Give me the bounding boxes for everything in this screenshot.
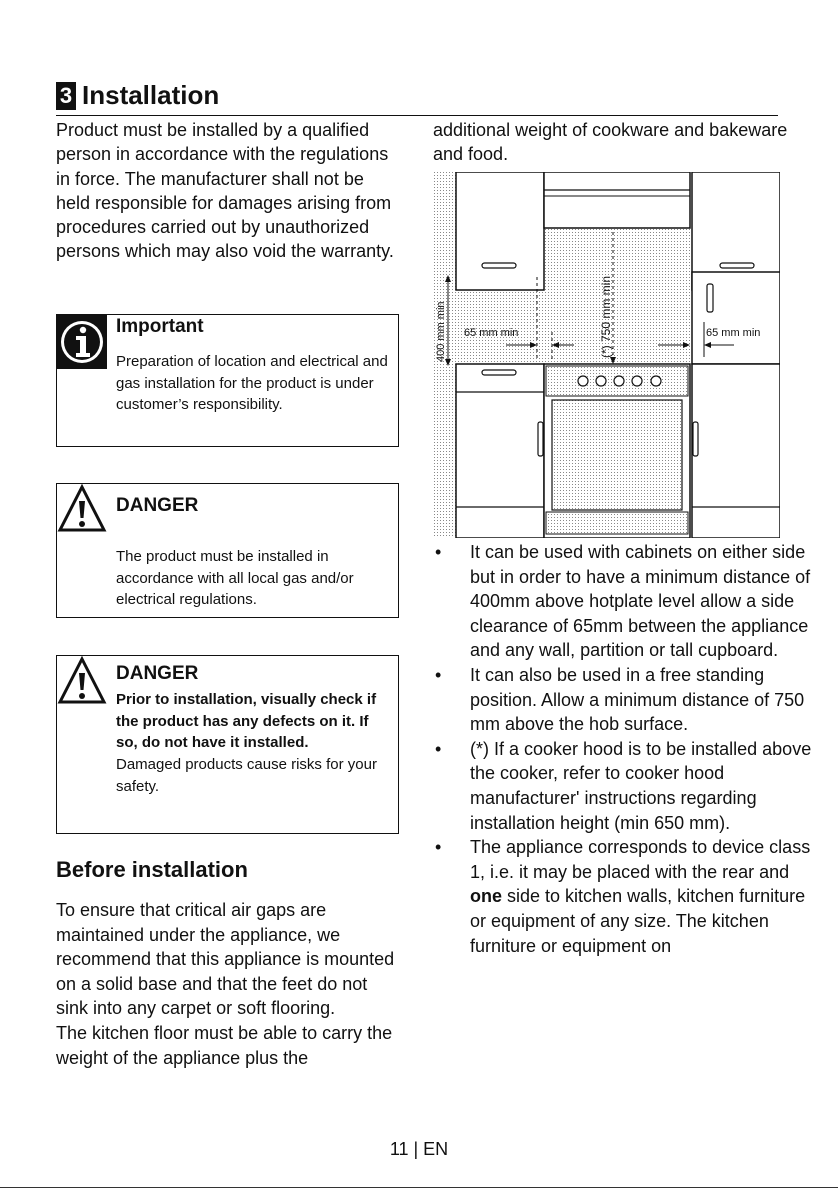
important-body: Preparation of location and electrical and gas installation for the product is under customer’s responsibility. [116,353,388,414]
intro-paragraph: Product must be installed by a qualified person in accordance with the regulations in force. The manufacturer shall not be held responsible for damages arising from procedures carried out by unauthorized persons which may also void the warranty. [56,120,394,262]
danger-box-2 [56,655,399,834]
list-item-text: The appliance corresponds to device class 1, i.e. it may be placed with the rear and [470,837,811,882]
danger-body-1: The product must be installed in accordance with all local gas and/or electrical regulations. [116,548,354,609]
before-installation-para-2: The kitchen floor must be able to carry the weight of the appliance plus the [56,1022,393,1068]
emphasis-text: one [470,886,503,907]
label-65-mm-right: 65 mm min [706,327,761,339]
label-400-mm: 400 mm min [435,301,447,362]
warning-icon [57,484,107,534]
danger-box-1 [56,483,399,618]
danger-bold-text: Prior to installation, visually check if the product has any defects on it. If so, do not have it installed. [116,691,377,752]
important-box [56,314,399,447]
bottom-divider [0,1187,838,1188]
danger-title-2: DANGER [116,663,199,684]
list-item: • It can also be used in a free standing position. Allow a minimum distance of 750 mm above the hob surface. [433,663,813,737]
list-item-text: side to kitchen walls, kitchen furniture or equipment of any size. The kitchen furniture or equipment on [470,886,806,956]
continuation-paragraph: additional weight of cookware and bakeware and food. [433,120,788,165]
page-number: 11 | EN [389,1139,449,1159]
chapter-heading [56,80,219,111]
warning-icon [57,656,107,706]
chapter-number: 3 [56,82,76,110]
label-750-mm: (*) 750 mm min [599,275,613,358]
page-title: Installation [82,80,220,110]
label-65-mm-left: 65 mm min [464,327,519,339]
before-installation-para-1: To ensure that critical air gaps are maintained under the appliance, we recommend that this appliance is mounted on a solid base and that the feet do not sink into any carpet or soft flooring. [56,900,395,1019]
list-item [433,835,813,958]
requirements-list [433,540,813,958]
important-title: Important [116,316,204,337]
installation-diagram [434,172,780,538]
heading-rule [56,115,778,116]
before-installation-text [56,898,401,1070]
list-item: • It can be used with cabinets on either side but in order to have a minimum distance of 400mm above hotplate level allow a side clearance of 65mm between the appliance and any wall, partition or tall cupboard. [433,540,813,663]
info-icon [57,315,107,369]
list-item: • (*) If a cooker hood is to be installed above the cooker, refer to cooker hood manufacturer' instructions regarding installation height (min 650 mm). [433,737,813,835]
section-title: Before installation [56,857,248,882]
danger-title-1: DANGER [116,495,199,516]
danger-body-2: Damaged products cause risks for your safety. [116,756,377,795]
